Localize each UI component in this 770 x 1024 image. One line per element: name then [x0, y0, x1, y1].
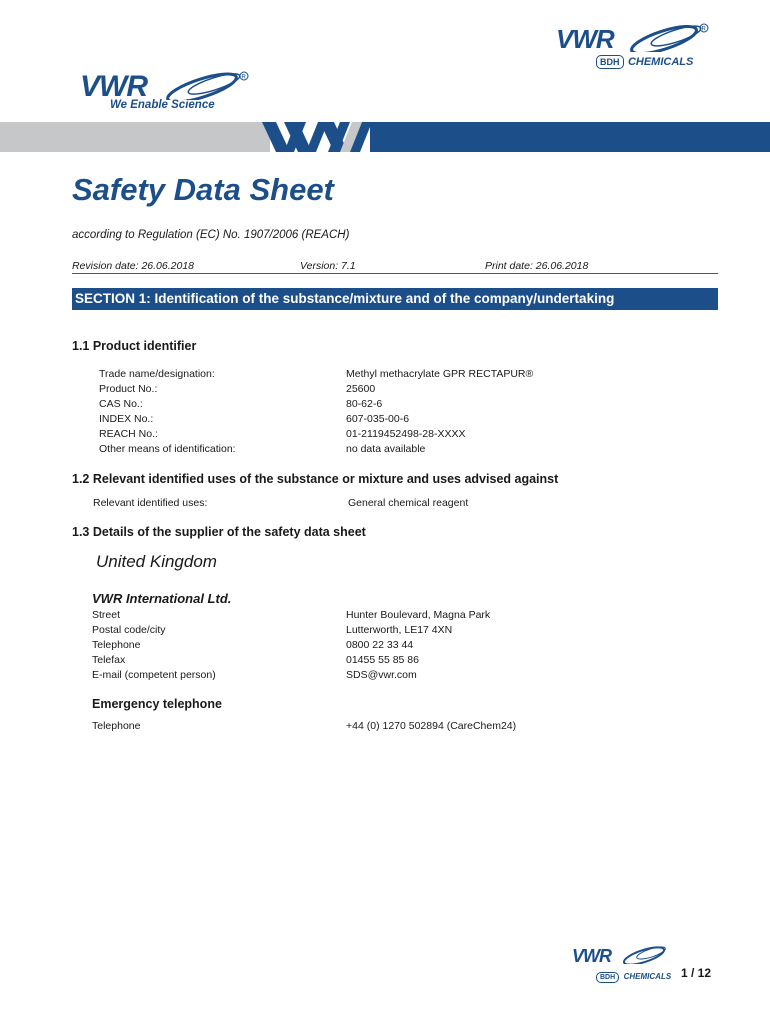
- emergency-heading: Emergency telephone: [92, 697, 222, 711]
- value-index-no: 607-035-00-6: [346, 413, 410, 425]
- molecule-swoosh-icon: [626, 22, 716, 52]
- section-1-header: [72, 288, 718, 310]
- logo-word: VWR: [80, 70, 147, 103]
- molecule-swoosh-icon: [620, 944, 672, 964]
- header-banner: [0, 122, 770, 152]
- bdh-chemicals-text: [596, 52, 693, 70]
- value-other-means: no data available: [346, 443, 426, 455]
- revision-row: [72, 258, 718, 274]
- product-identifier-table: [0, 368, 770, 458]
- supplier-country: United Kingdom: [96, 552, 217, 571]
- supplier-company: VWR International Ltd.: [92, 591, 232, 606]
- vwr-logo: [80, 70, 260, 118]
- relevant-uses-value: General chemical reagent: [348, 497, 469, 509]
- logo-word: VWR: [556, 24, 614, 54]
- label-postal: Postal code/city: [92, 624, 166, 636]
- molecule-swoosh-icon: [162, 70, 252, 100]
- relevant-uses-heading: 1.2 Relevant identified uses of the substance or mixture and uses advised against: [72, 472, 559, 486]
- version: Version: 7.1: [300, 260, 356, 272]
- revision-date: Revision date: 26.06.2018: [72, 260, 195, 272]
- value-telephone: 0800 22 33 44: [346, 639, 414, 651]
- section-1-title: SECTION 1: Identification of the substance/mixture and of the company/undertaking: [75, 291, 615, 306]
- supplier-heading: 1.3 Details of the supplier of the safety data sheet: [72, 525, 366, 539]
- emergency-label: Telephone: [92, 720, 141, 732]
- footer-bdh-chemicals: [596, 966, 671, 984]
- chemicals-text: CHEMICALS: [627, 56, 694, 68]
- svg-text:R: R: [701, 26, 706, 33]
- svg-text:R: R: [241, 74, 246, 81]
- label-telefax: Telefax: [92, 654, 126, 666]
- label-telephone: Telephone: [92, 639, 141, 651]
- footer-logo-word: VWR: [572, 946, 611, 966]
- value-trade-name: Methyl methacrylate GPR RECTAPUR®: [346, 368, 534, 380]
- label-other-means: Other means of identification:: [99, 443, 236, 455]
- label-street: Street: [92, 609, 121, 621]
- product-identifier-heading: 1.1 Product identifier: [72, 339, 197, 353]
- bdh-box: BDH: [596, 55, 624, 69]
- value-email: SDS@vwr.com: [346, 669, 417, 681]
- logo-tagline: We Enable Science: [110, 99, 215, 111]
- label-product-no: Product No.:: [99, 383, 158, 395]
- label-email: E-mail (competent person): [92, 669, 216, 681]
- footer-chemicals-text: CHEMICALS: [623, 972, 672, 981]
- emergency-value: +44 (0) 1270 502894 (CareChem24): [346, 720, 517, 732]
- value-product-no: 25600: [346, 383, 376, 395]
- label-cas-no: CAS No.:: [99, 398, 143, 410]
- value-telefax: 01455 55 85 86: [346, 654, 419, 666]
- value-cas-no: 80-62-6: [346, 398, 383, 410]
- print-date: Print date: 26.06.2018: [485, 260, 589, 272]
- supplier-table: [0, 609, 770, 684]
- label-index-no: INDEX No.:: [99, 413, 154, 425]
- value-street: Hunter Boulevard, Magna Park: [346, 609, 491, 621]
- page-number: 1 / 12: [681, 966, 712, 980]
- page-title: Safety Data Sheet: [72, 172, 334, 207]
- footer-bdh-box: BDH: [596, 972, 619, 983]
- regulation-note: according to Regulation (EC) No. 1907/2006 (REACH): [72, 229, 350, 241]
- label-trade-name: Trade name/designation:: [99, 368, 215, 380]
- relevant-uses-label: Relevant identified uses:: [93, 497, 208, 509]
- label-reach-no: REACH No.:: [99, 428, 158, 440]
- value-reach-no: 01-2119452498-28-XXXX: [346, 428, 466, 440]
- vwr-bdh-chemicals-logo: [556, 22, 716, 68]
- value-postal: Lutterworth, LE17 4XN: [346, 624, 453, 636]
- footer-logo: [572, 944, 672, 980]
